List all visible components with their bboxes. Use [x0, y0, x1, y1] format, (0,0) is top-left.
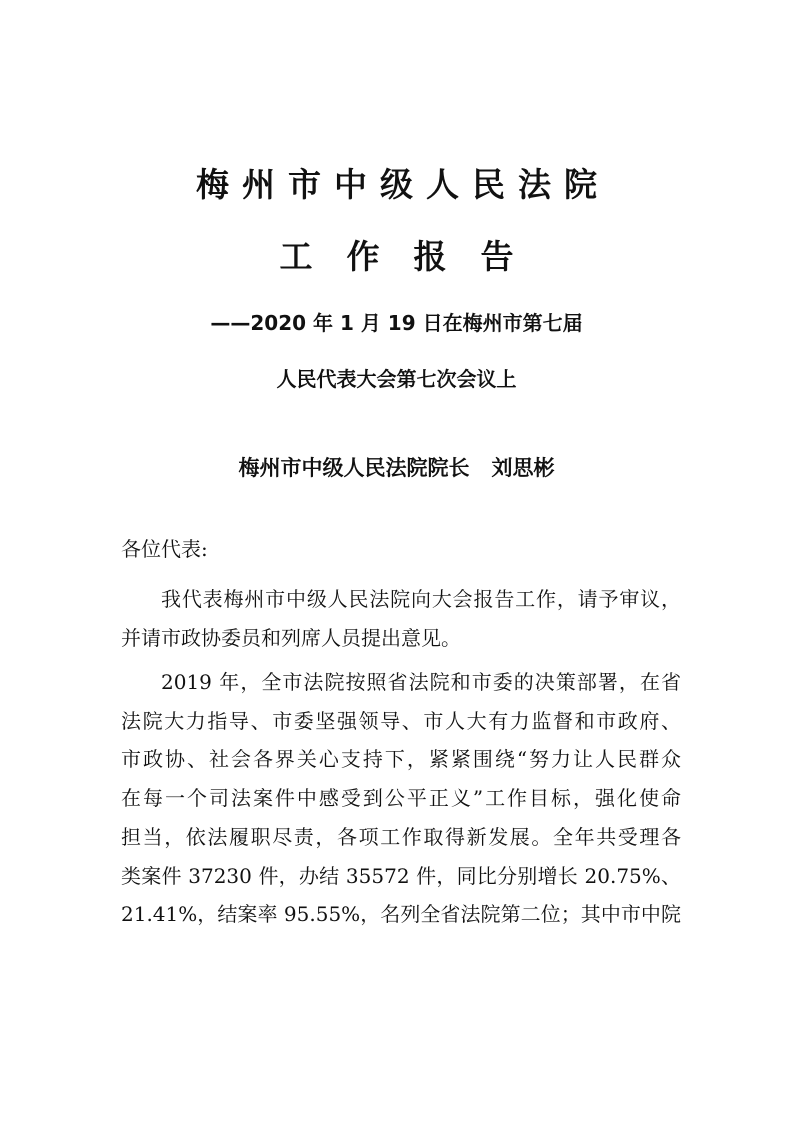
report-subtitle-meeting: 人民代表大会第七次会议上 [276, 367, 517, 391]
paragraph-line: 法院大力指导、市委坚强领导、市人大有力监督和市政府、 [121, 708, 681, 733]
paragraph-line: 我代表梅州市中级人民法院向大会报告工作，请予审议， [161, 587, 681, 611]
paragraph-summary-2019 [121, 663, 681, 934]
paragraph-line: 担当，依法履职尽责，各项工作取得新发展。全年共受理各 [121, 824, 681, 849]
report-subtitle-date: ——2020 年 1 月 19 日在梅州市第七届 [210, 311, 583, 335]
paragraph-line: 类案件 37230 件，办结 35572 件，同比分别增长 20.75%、 [121, 863, 681, 888]
author-name: 刘思彬 [491, 456, 555, 480]
author-title: 梅州市中级人民法院院长 [238, 456, 470, 480]
report-author [0, 453, 793, 483]
salutation: 各位代表: [121, 537, 208, 561]
paragraph-line: 在每一个司法案件中感受到公平正义”工作目标，强化使命 [121, 786, 681, 811]
report-title-work-report: 工作报告 [279, 237, 548, 276]
paragraph-intro [121, 580, 681, 657]
paragraph-line: 21.41%，结案率 95.55%，名列全省法院第二位；其中市中院 [121, 902, 681, 927]
paragraph-line: 并请市政协委员和列席人员提出意见。 [121, 625, 461, 650]
report-title-court: 梅州市中级人民法院 [196, 165, 610, 204]
paragraph-line: 2019 年，全市法院按照省法院和市委的决策部署，在省 [161, 670, 681, 694]
paragraph-line: 市政协、社会各界关心支持下，紧紧围绕“努力让人民群众 [121, 747, 681, 772]
